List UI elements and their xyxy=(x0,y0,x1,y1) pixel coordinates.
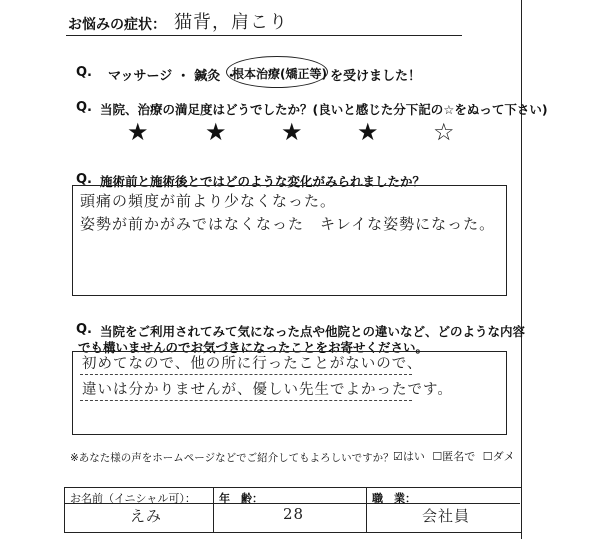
star-filled-icon: ★ xyxy=(357,118,379,146)
q4-answer-line1: 初めてなので、他の所に行ったことがないので、 xyxy=(82,356,423,372)
q1-circled-option: 根本治療(矯正等) xyxy=(232,67,327,81)
age-label: 年 齢： xyxy=(219,492,263,505)
checkbox-icon[interactable]: ☐ xyxy=(432,450,443,463)
name-label: お名前（イニシャル可）： xyxy=(70,492,196,505)
q3-prefix: Q. xyxy=(76,172,92,187)
consent-text: ※あなた様の声をホームページなどでご紹介してもよろしいですか？ xyxy=(70,452,394,464)
q4-text-line2: でも構いませんのでお気づきになったことをお寄せください。 xyxy=(78,340,429,355)
consent-options xyxy=(393,448,515,464)
name-value: えみ xyxy=(130,507,163,525)
q4-text-line1: 当院をご利用されてみて気になった点や他院との違いなど、どのような内容 xyxy=(100,324,526,339)
job-value: 会社員 xyxy=(422,507,471,525)
q3-answer-line2: 姿勢が前かがみではなくなった キレイな姿勢になった。 xyxy=(80,215,496,233)
footer-col-divider xyxy=(213,487,214,532)
q3-text: 施術前と施術後とではどのような変化がみられましたか？ xyxy=(100,174,426,189)
q2-prefix: Q. xyxy=(76,100,92,115)
star-filled-icon: ★ xyxy=(281,118,303,146)
job-label: 職 業： xyxy=(372,492,416,505)
answer-guide-line xyxy=(80,400,412,401)
answer-guide-line xyxy=(80,374,412,375)
consent-option-anonymous: 匿名で xyxy=(442,450,476,463)
symptom-value: 猫背，肩こり xyxy=(174,12,288,33)
star-empty-icon: ☆ xyxy=(433,118,455,146)
q3-answer-line1: 頭痛の頻度が前より少なくなった。 xyxy=(80,192,337,210)
checkbox-checked-icon[interactable]: ☑ xyxy=(393,450,403,463)
q4-answer-line2: 違いは分かりませんが、優しい先生でよかったです。 xyxy=(82,382,453,398)
q2-text: 当院、治療の満足度はどうでしたか？(良いと感じた分下記の☆をぬって下さい) xyxy=(100,102,548,117)
footer-col-divider xyxy=(366,487,367,532)
q1-prefix: Q. xyxy=(76,65,92,80)
q4-prefix: Q. xyxy=(76,322,92,337)
checkbox-icon[interactable]: ☐ xyxy=(482,450,493,463)
q1-options: マッサージ ・ 鍼灸 ・ xyxy=(108,69,238,84)
star-filled-icon: ★ xyxy=(127,118,149,146)
consent-option-no: ダメ xyxy=(492,450,515,463)
page-edge-line xyxy=(521,0,522,539)
symptom-underline xyxy=(66,35,462,36)
age-value: 28 xyxy=(283,505,305,523)
star-filled-icon: ★ xyxy=(205,118,227,146)
symptom-label: お悩みの症状： xyxy=(68,17,166,33)
q1-suffix: を受けました！ xyxy=(330,69,422,84)
consent-option-yes: はい xyxy=(402,450,425,463)
